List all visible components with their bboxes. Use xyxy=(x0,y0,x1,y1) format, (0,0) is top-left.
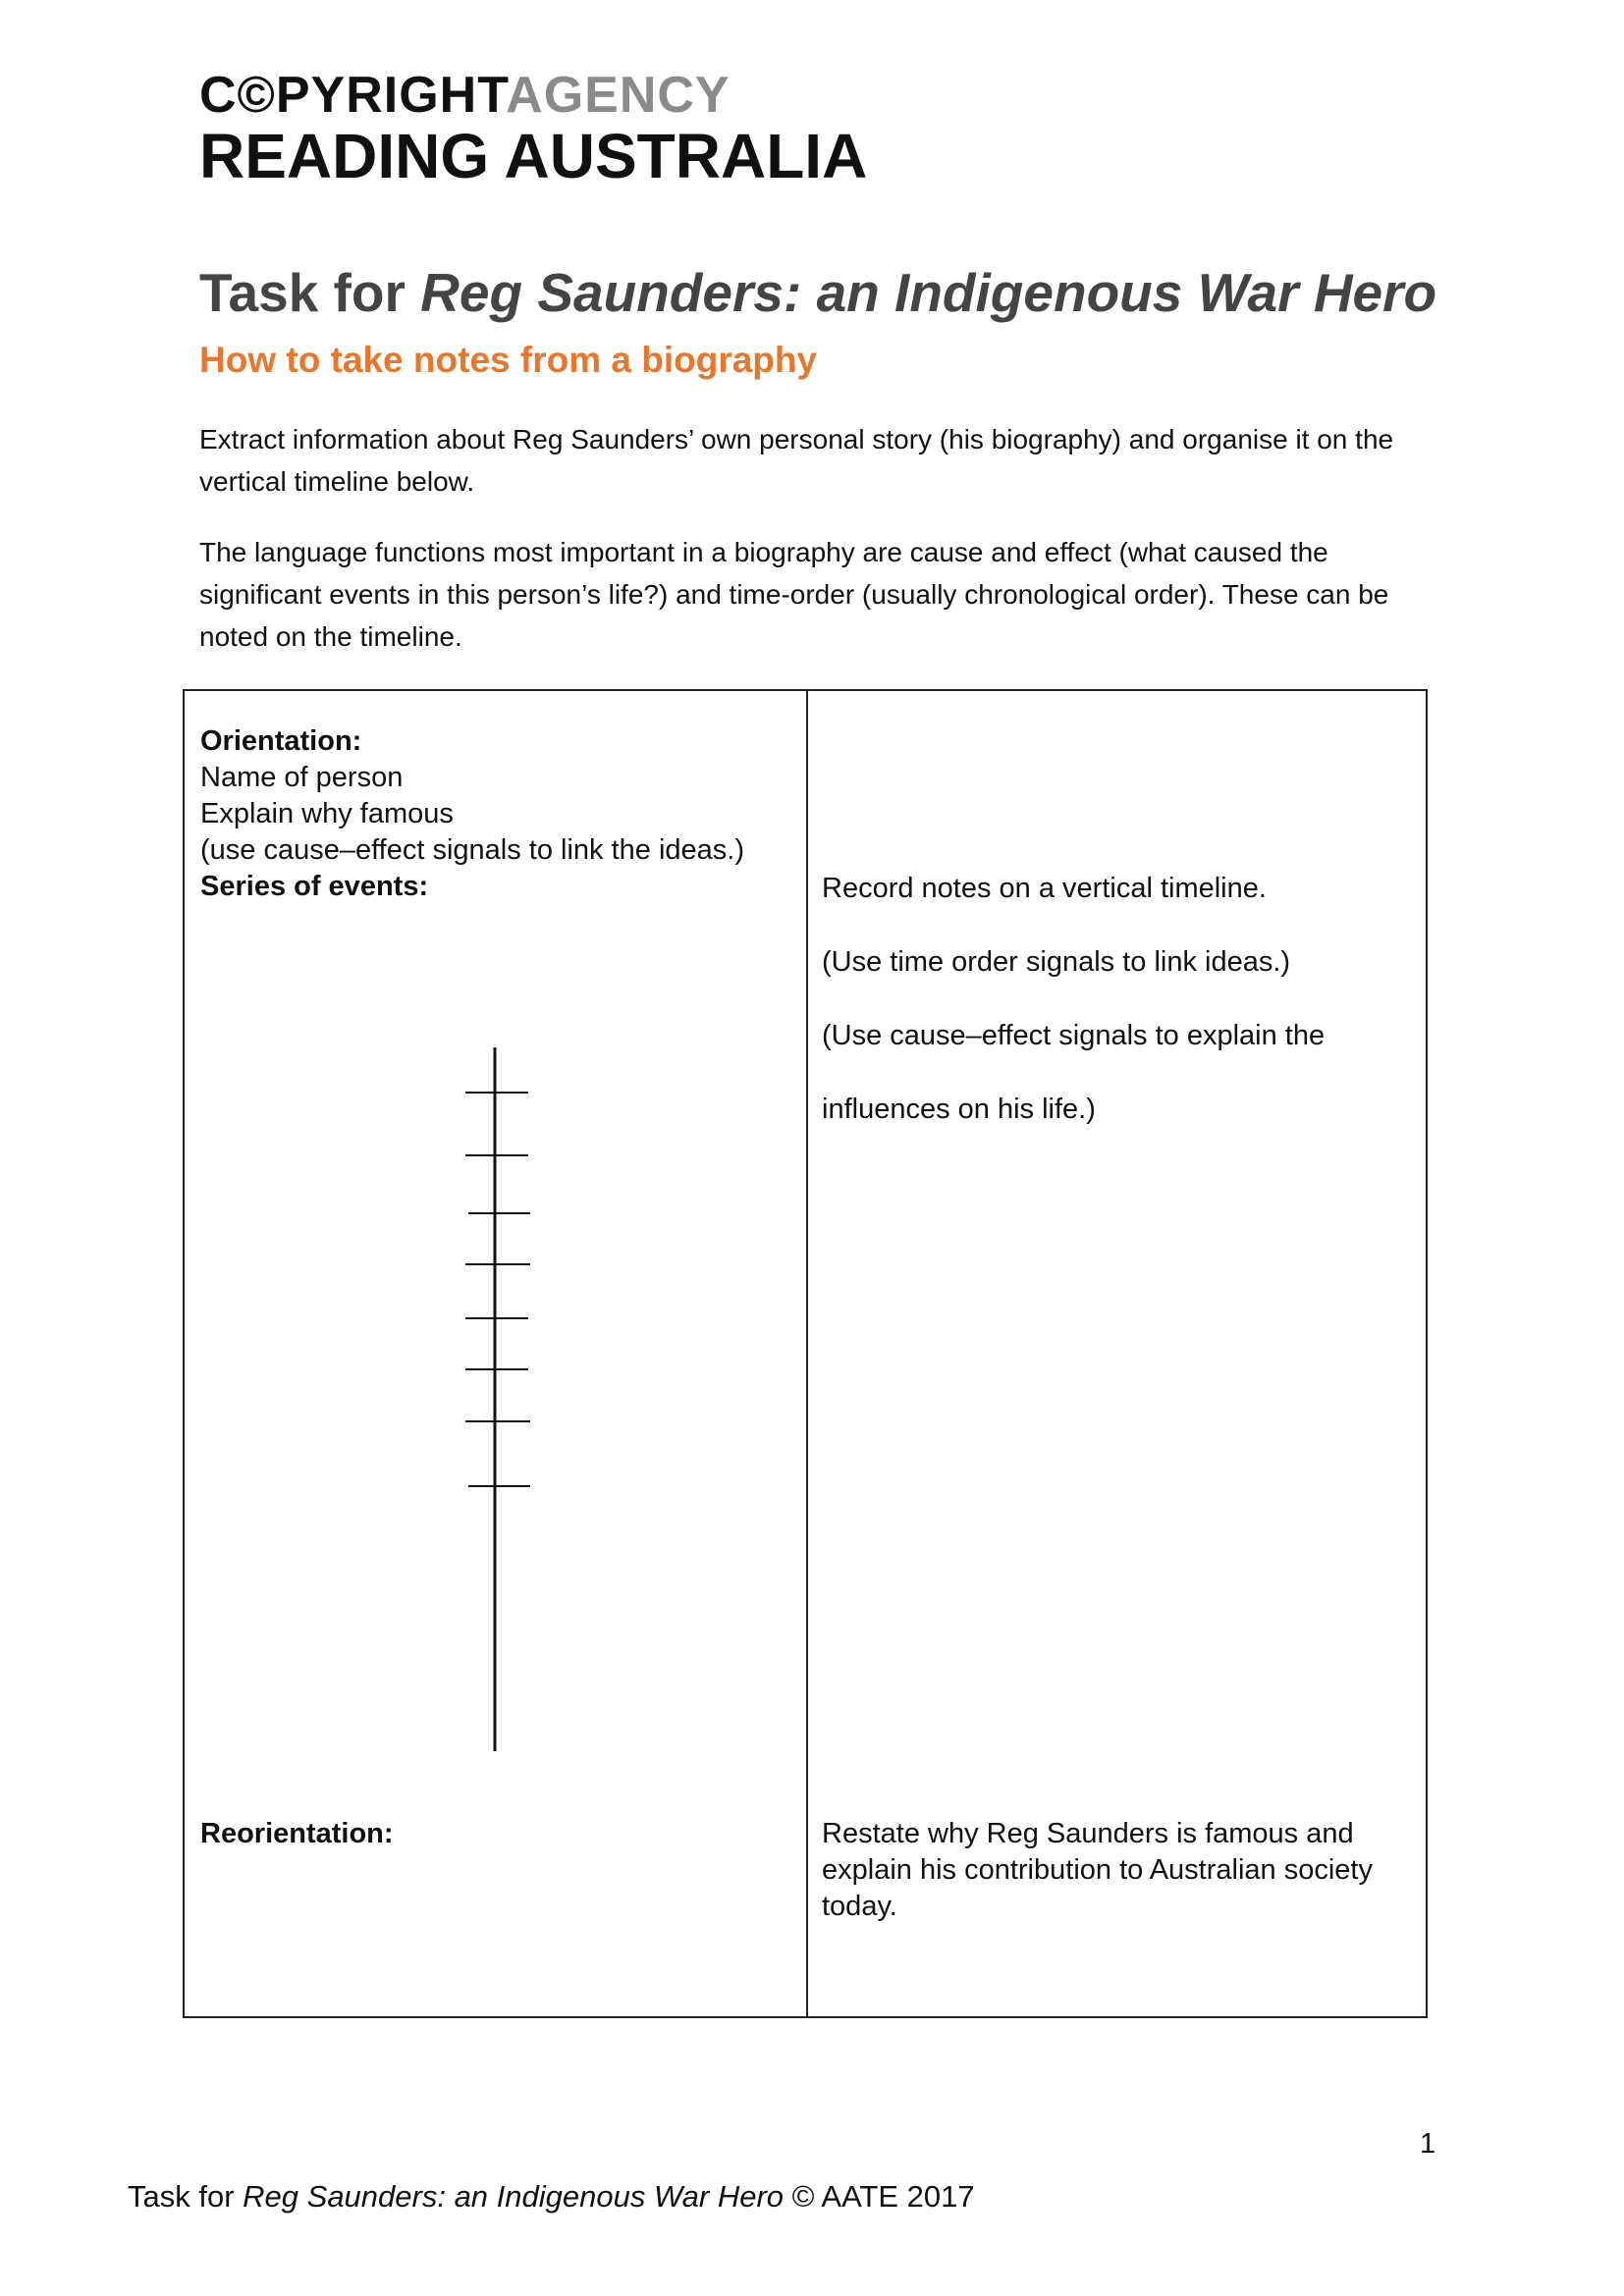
right-restate-note: Restate why Reg Saunders is famous and explain his contribution to Australian society today. xyxy=(822,1818,1373,1922)
orientation-line-name: Name of person xyxy=(200,762,404,793)
logo-copyright-word: C©PYRIGHT xyxy=(199,67,507,124)
intro-paragraph-1: Extract information about Reg Saunders’ own personal story (his biography) and organise it on the vertical timeline below. xyxy=(199,424,1394,497)
page-subtitle: How to take notes from a biography xyxy=(199,340,818,380)
footer-copyright: © AATE 2017 xyxy=(784,2179,975,2214)
right-note-cause-effect: (Use cause–effect signals to explain the xyxy=(822,1020,1326,1051)
page-number: 1 xyxy=(1420,2128,1436,2160)
orientation-heading: Orientation: xyxy=(200,725,362,757)
reorientation-heading: Reorientation: xyxy=(200,1818,394,1849)
title-prefix: Task for xyxy=(199,262,421,323)
orientation-line-famous: Explain why famous xyxy=(200,798,454,829)
title-book-name: Reg Saunders: an Indigenous War Hero xyxy=(420,262,1437,323)
logo-agency-word: AGENCY xyxy=(506,67,731,124)
footer-prefix: Task for xyxy=(128,2179,244,2214)
footer-book-name: Reg Saunders: an Indigenous War Hero xyxy=(243,2179,785,2214)
orientation-line-signals: (use cause–effect signals to link the ideas.) xyxy=(200,834,745,866)
notes-table xyxy=(183,689,1428,2018)
copyright-agency-logo xyxy=(199,67,868,191)
logo-line-copyright-agency xyxy=(199,67,867,124)
page-title xyxy=(199,261,1436,324)
column-divider xyxy=(806,691,808,2016)
logo-reading-australia: READING AUSTRALIA xyxy=(199,121,868,191)
right-note-influences: influences on his life.) xyxy=(822,1094,1096,1125)
right-note-record: Record notes on a vertical timeline. xyxy=(822,873,1267,904)
footer-credit xyxy=(128,2179,975,2215)
intro-paragraph-2: The language functions most important in a biography are cause and effect (what caused the significant events in this person’s life?) and time-order (usually chronological order). These can be noted on the timeline. xyxy=(199,537,1389,652)
series-of-events-heading: Series of events: xyxy=(200,871,429,902)
right-note-time-order: (Use time order signals to link ideas.) xyxy=(822,946,1291,978)
